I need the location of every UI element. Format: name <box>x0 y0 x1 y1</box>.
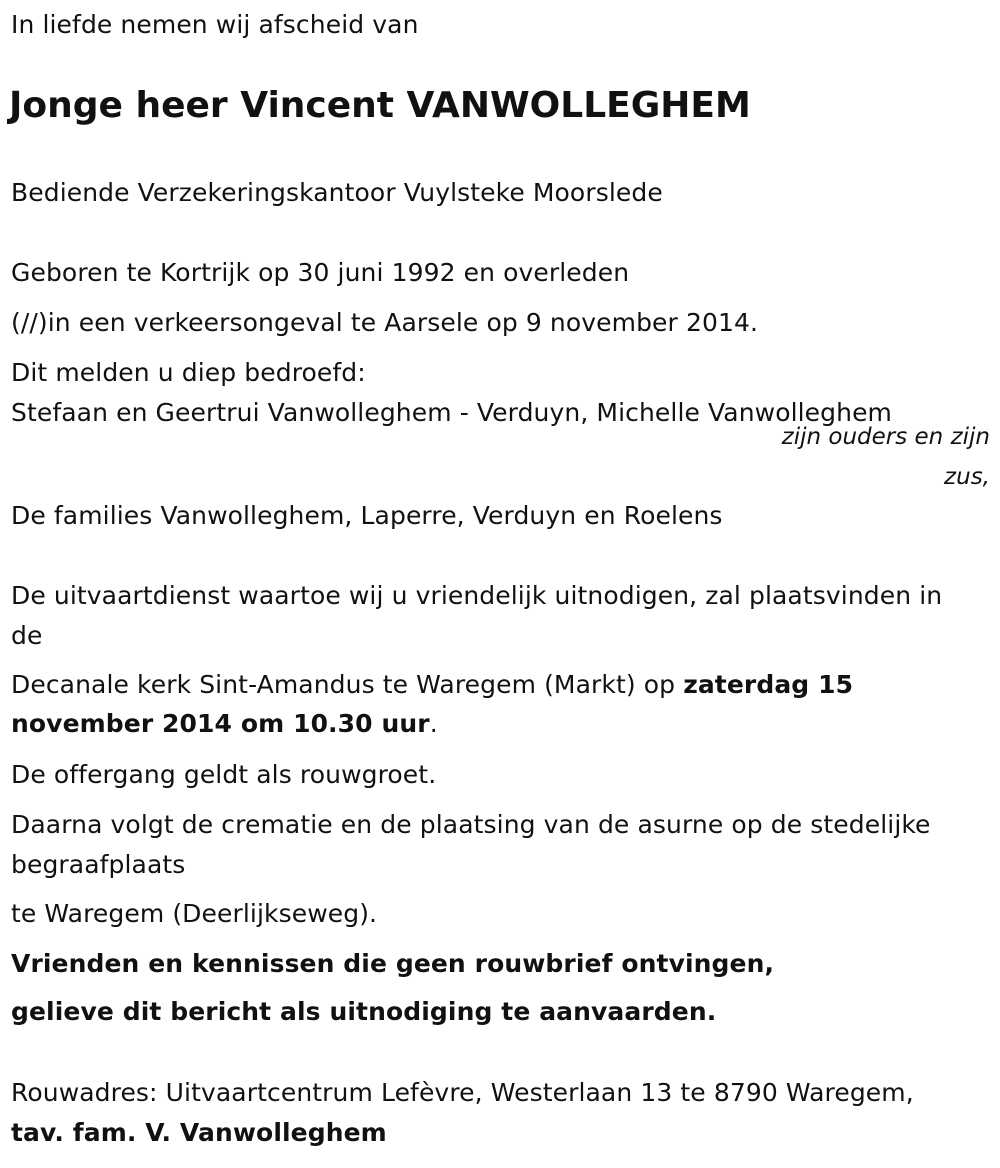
occupation-text: Bediende Verzekeringskantoor Vuylsteke Moorslede <box>11 178 663 207</box>
friends-text-1: Vrienden en kennissen die geen rouwbrief ontvingen, <box>11 949 775 978</box>
cremation-text-1: Daarna volgt de crematie en de plaatsing van de asurne op de stedelijke <box>11 810 931 839</box>
service-text-2: de <box>11 621 43 650</box>
announce-text: Dit melden u diep bedroefd: <box>11 358 366 387</box>
offering-text: De offergang geldt als rouwgroet. <box>11 760 437 789</box>
family-names: Stefaan en Geertrui Vanwolleghem - Verduyn, Michelle Vanwolleghem <box>11 398 893 427</box>
cemetery-text: te Waregem (Deerlijkseweg). <box>11 899 378 928</box>
death-text: (//)in een verkeersongeval te Aarsele op 9 november 2014. <box>11 308 759 337</box>
date-line <box>11 705 438 743</box>
date-period: . <box>429 709 438 738</box>
church-text: Decanale kerk Sint-Amandus te Waregem (Markt) op <box>11 670 684 699</box>
relation-text-1: zijn ouders en zijn <box>781 424 990 450</box>
address-text: Rouwadres: Uitvaartcentrum Lefèvre, Westerlaan 13 te 8790 Waregem, <box>11 1078 914 1107</box>
friends-text-2: gelieve dit bericht als uitnodiging te aanvaarden. <box>11 997 717 1026</box>
deceased-name: Jonge heer Vincent VANWOLLEGHEM <box>9 85 751 126</box>
birth-text: Geboren te Kortrijk op 30 juni 1992 en overleden <box>11 258 630 287</box>
cremation-text-2: begraafplaats <box>11 850 186 879</box>
service-date-part-2: november 2014 om 10.30 uur <box>11 709 430 738</box>
relation-text-2: zus, <box>944 464 990 490</box>
families-text: De families Vanwolleghem, Laperre, Verduyn en Roelens <box>11 501 723 530</box>
intro-text: In liefde nemen wij afscheid van <box>11 10 419 39</box>
service-date-part-1: zaterdag 15 <box>683 670 854 699</box>
service-text-1: De uitvaartdienst waartoe wij u vriendelijk uitnodigen, zal plaatsvinden in <box>11 581 943 610</box>
address-attention: tav. fam. V. Vanwolleghem <box>11 1118 387 1147</box>
church-line <box>11 666 853 704</box>
